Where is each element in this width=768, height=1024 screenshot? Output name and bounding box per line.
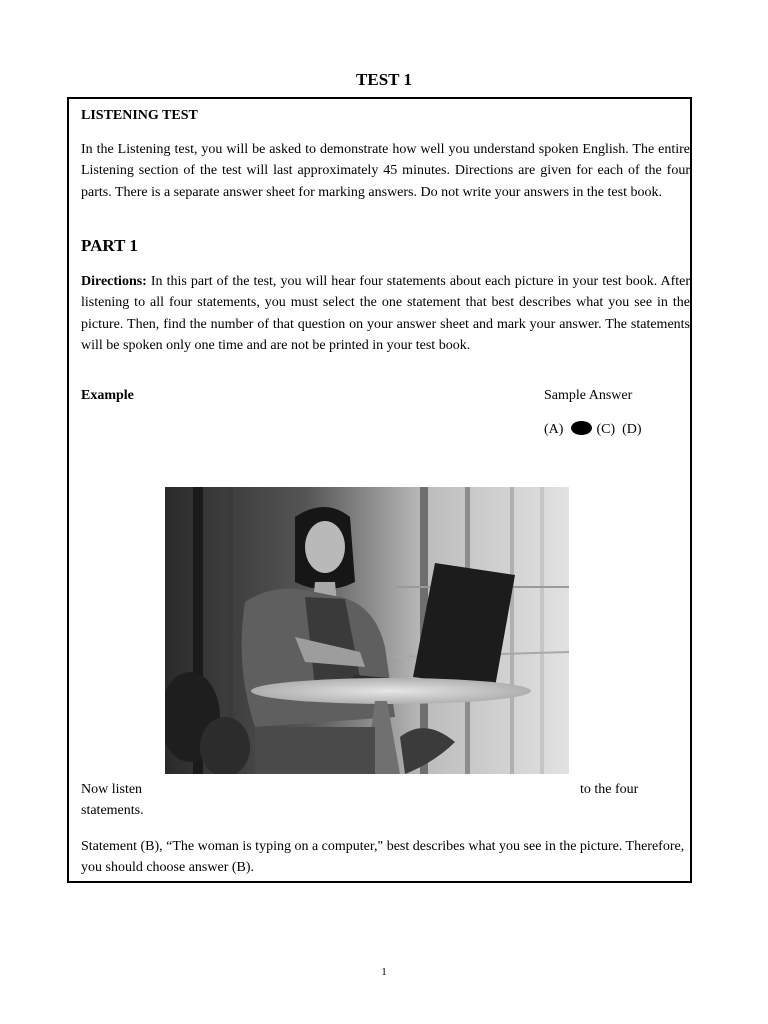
listening-test-box (67, 97, 692, 883)
choice-a: (A) (544, 422, 564, 437)
section-heading: LISTENING TEST (81, 108, 198, 123)
explanation-paragraph: Statement (B), “The woman is typing on a computer," best describes what you see in the picture. Therefore, you should choose answer (B). (81, 839, 685, 876)
part-heading: PART 1 (81, 236, 138, 255)
sample-answer-choices (544, 421, 642, 438)
intro-paragraph: In the Listening test, you will be asked to demonstrate how well you understand spoken English. The entire Listening section of the test will last approximately 45 minutes. Directions are given for each of the four parts. There is a separate answer sheet for marking answers. Do not write your answers in the test book. (81, 142, 690, 200)
now-listen-text: Now listen (81, 782, 143, 797)
to-the-four-text: to the four (580, 782, 639, 797)
example-photo (165, 487, 569, 774)
statements-text: statements. (81, 803, 144, 818)
sample-answer-label: Sample Answer (544, 388, 633, 403)
directions-label: Directions: (81, 274, 147, 289)
example-label: Example (81, 388, 134, 403)
choice-d: (D) (622, 422, 642, 437)
directions-text: In this part of the test, you will hear four statements about each picture in your test book. After listening to all four statements, you must select the one statement that best describes what you see in the picture. Then, find the number of that question on your answer sheet and mark your answer. The statements will be spoken only one time and are not be printed in your test book. (81, 274, 691, 353)
filled-bubble-b (571, 421, 592, 435)
choice-c: (C) (596, 422, 616, 437)
page-number: 1 (381, 966, 387, 978)
directions-paragraph (81, 271, 690, 356)
page-title: TEST 1 (356, 70, 412, 89)
